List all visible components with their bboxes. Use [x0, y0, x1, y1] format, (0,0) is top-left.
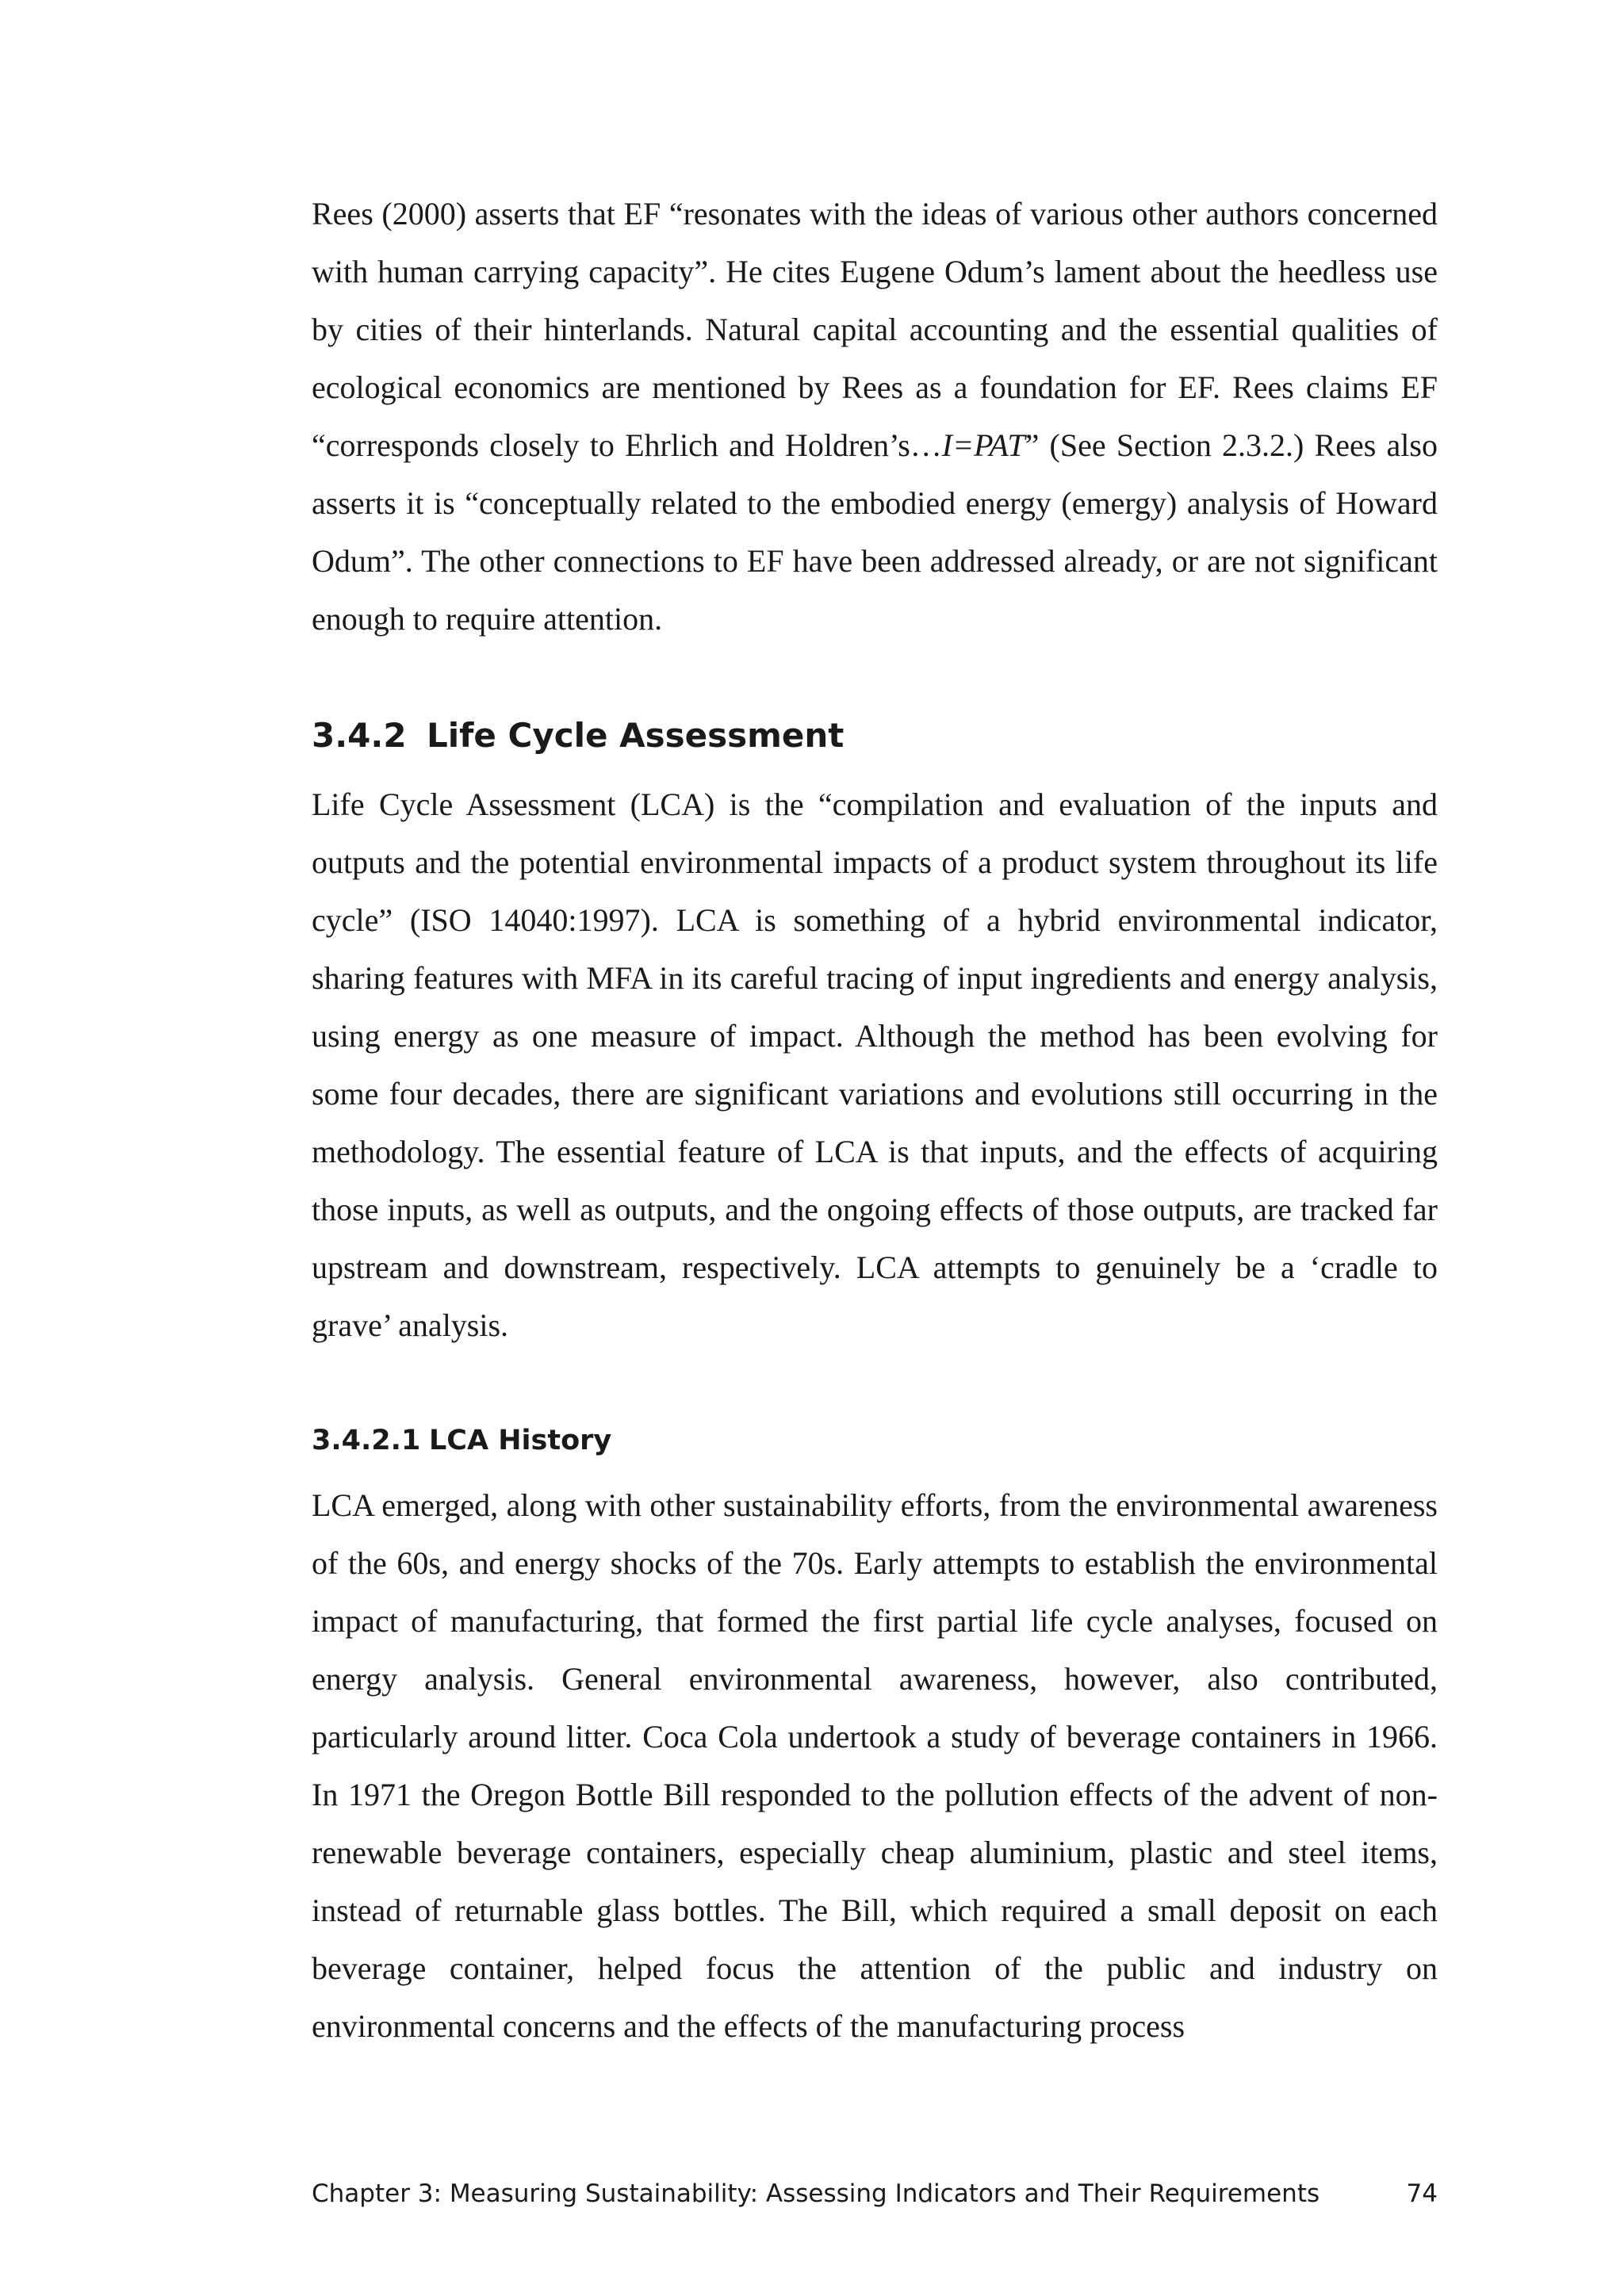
- paragraph-italic-formula: I=PAT: [941, 427, 1025, 463]
- paragraph-lca-history: LCA emerged, along with other sustainability efforts, from the environmental awareness of the 60s, and energy shocks of the 70s. Early attempts to establish the environmental impact of manufacturing, that formed the first partial life cycle analyses, focused on energy analysis. General environmental awareness, however, also contributed, particularly around litter. Coca Cola undertook a study of beverage containers in 1966. In 1971 the Oregon Bottle Bill responded to the pollution effects of the advent of non-renewable beverage containers, especially cheap aluminium, plastic and steel items, instead of returnable glass bottles. The Bill, which required a small deposit on each beverage container, helped focus the attention of the public and industry on environmental concerns and the effects of the manufacturing process: [312, 1487, 1438, 2044]
- paragraph-lca-definition: Life Cycle Assessment (LCA) is the “compilation and evaluation of the inputs and outputs and the potential environmental impacts of a product system throughout its life cycle” (ISO 14040:1997). LCA is something of a hybrid environmental indicator, sharing features with MFA in its careful tracing of input ingredients and energy analysis, using energy as one measure of impact. Although the method has been evolving for some four decades, there are significant variations and evolutions still occurring in the methodology. The essential feature of LCA is that inputs, and the effects of acquiring those inputs, as well as outputs, and the ongoing effects of those outputs, are tracked far upstream and downstream, respectively. LCA attempts to genuinely be a ‘cradle to grave’ analysis.: [312, 786, 1438, 1343]
- footer-page-number: 74: [1406, 2179, 1438, 2208]
- section-title: Life Cycle Assessment: [427, 716, 845, 755]
- section-number: 3.4.2: [312, 716, 407, 755]
- subsection-heading: [312, 1421, 611, 1460]
- subsection-title: LCA History: [429, 1425, 612, 1456]
- section-heading: [312, 712, 844, 760]
- subsection-number: 3.4.2.1: [312, 1425, 421, 1456]
- paragraph-rees-ef: [312, 185, 1438, 648]
- footer-chapter-title: Chapter 3: Measuring Sustainability: Assessing Indicators and Their Requirements: [312, 2179, 1320, 2208]
- paragraph-text: Rees (2000) asserts that EF “resonates with the ideas of various other authors concerned with human carrying capacity”. He cites Eugene Odum’s lament about the heedless use by cities of their hinterlands. Natural capital accounting and the essential qualities of ecological economics are mentioned by Rees as a foundation for EF. Rees claims EF “corresponds closely to Ehrlich and Holdren’s…: [312, 196, 1438, 463]
- paragraph-text: ” (See Section 2.3.2.) Rees also asserts it is “conceptually related to the embodied energy (emergy) analysis of Howard Odum”. The other connections to EF have been addressed already, or are not significant enough to require attention.: [312, 427, 1438, 637]
